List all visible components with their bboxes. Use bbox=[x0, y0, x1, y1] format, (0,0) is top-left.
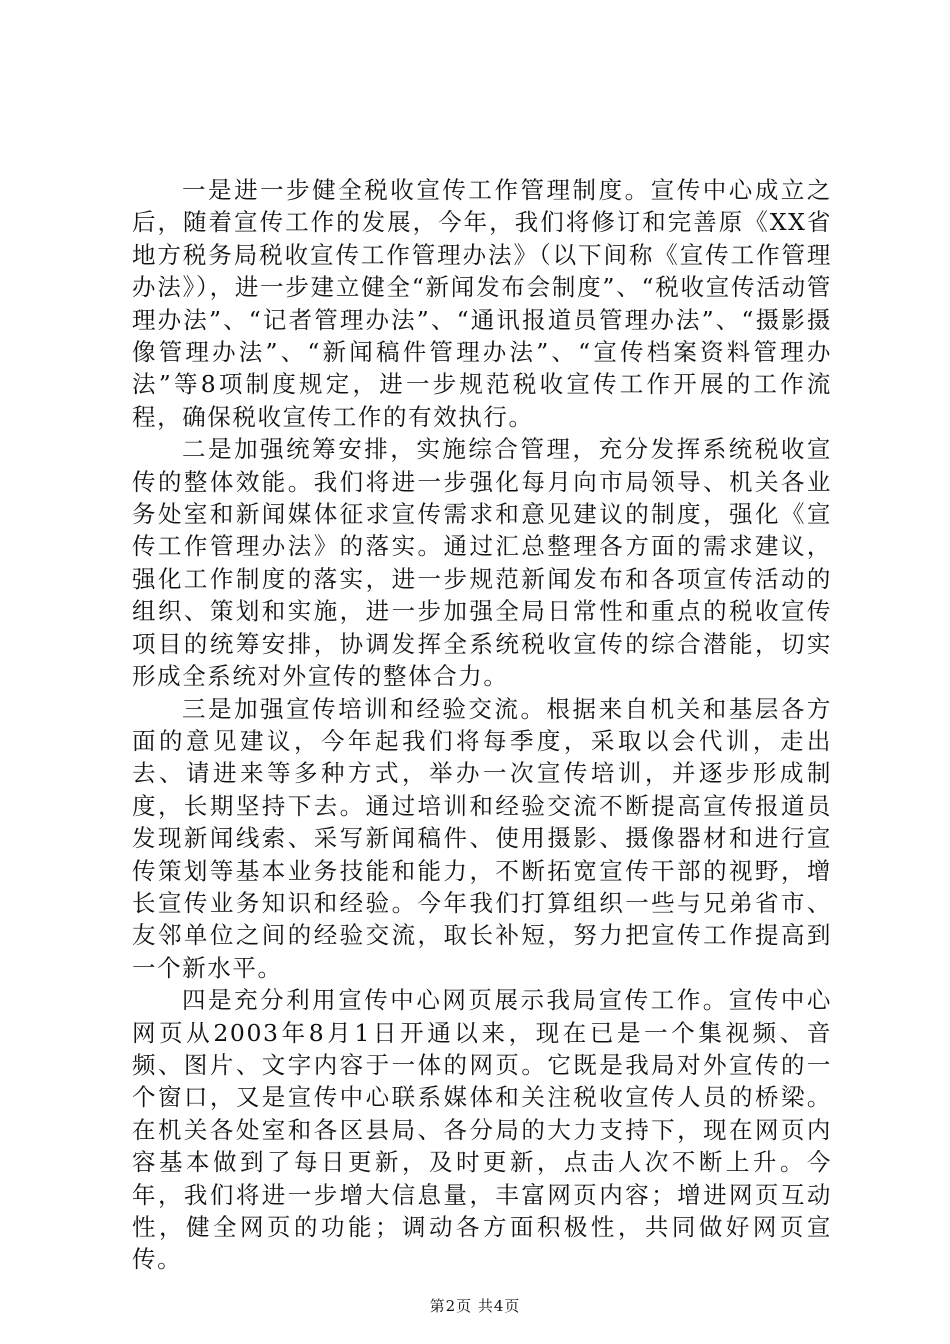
document-body bbox=[132, 174, 832, 1276]
paragraph-training-exchange: 三是加强宣传培训和经验交流。根据来自机关和基层各方面的意见建议，今年起我们将每季度，采取以会代训，走出去、请进来等多种方式，举办一次宣传培训，并逐步形成制度，长期坚持下去。通过培训和经验交流不断提高宣传报道员发现新闻线索、采写新闻稿件、使用摄影、摄像器材和进行宣传策划等基本业务技能和能力，不断拓宽宣传干部的视野，增长宣传业务知识和经验。今年我们打算组织一些与兄弟省市、友邻单位之间的经验交流，取长补短，努力把宣传工作提高到一个新水平。 bbox=[132, 694, 832, 982]
paragraph-coordination-management: 二是加强统筹安排，实施综合管理，充分发挥系统税收宣传的整体效能。我们将进一步强化每月向市局领导、机关各业务处室和新闻媒体征求宣传需求和意见建议的制度，强化《宣传工作管理办法》的落实。通过汇总整理各方面的需求建议，强化工作制度的落实，进一步规范新闻发布和各项宣传活动的组织、策划和实施，进一步加强全局日常性和重点的税收宣传项目的统筹安排，协调发挥全系统税收宣传的综合潜能，切实形成全系统对外宣传的整体合力。 bbox=[132, 435, 832, 691]
paragraph-web-page-publicity: 四是充分利用宣传中心网页展示我局宣传工作。宣传中心网页从2003年8月1日开通以来，现在已是一个集视频、音频、图片、文字内容于一体的网页。它既是我局对外宣传的一个窗口，又是宣传中心联系媒体和关注税收宣传人员的桥梁。在机关各处室和各区县局、各分局的大力支持下，现在网页内容基本做到了每日更新，及时更新，点击人次不断上升。今年，我们将进一步增大信息量，丰富网页内容；增进网页互动性，健全网页的功能；调动各方面积极性，共同做好网页宣传。 bbox=[132, 986, 832, 1274]
page-number-footer: 第2页 共4页 bbox=[429, 1297, 521, 1315]
paragraph-tax-publicity-system: 一是进一步健全税收宣传工作管理制度。宣传中心成立之后，随着宣传工作的发展，今年，我们将修订和完善原《XX省地方税务局税收宣传工作管理办法》（以下间称《宣传工作管理办法》），进一步建立健全“新闻发布会制度”、“税收宣传活动管理办法”、“记者管理办法”、“通讯报道员管理办法”、“摄影摄像管理办法”、“新闻稿件管理办法”、“宣传档案资料管理办法”等8项制度规定，进一步规范税收宣传工作开展的工作流程，确保税收宣传工作的有效执行。 bbox=[132, 176, 832, 431]
